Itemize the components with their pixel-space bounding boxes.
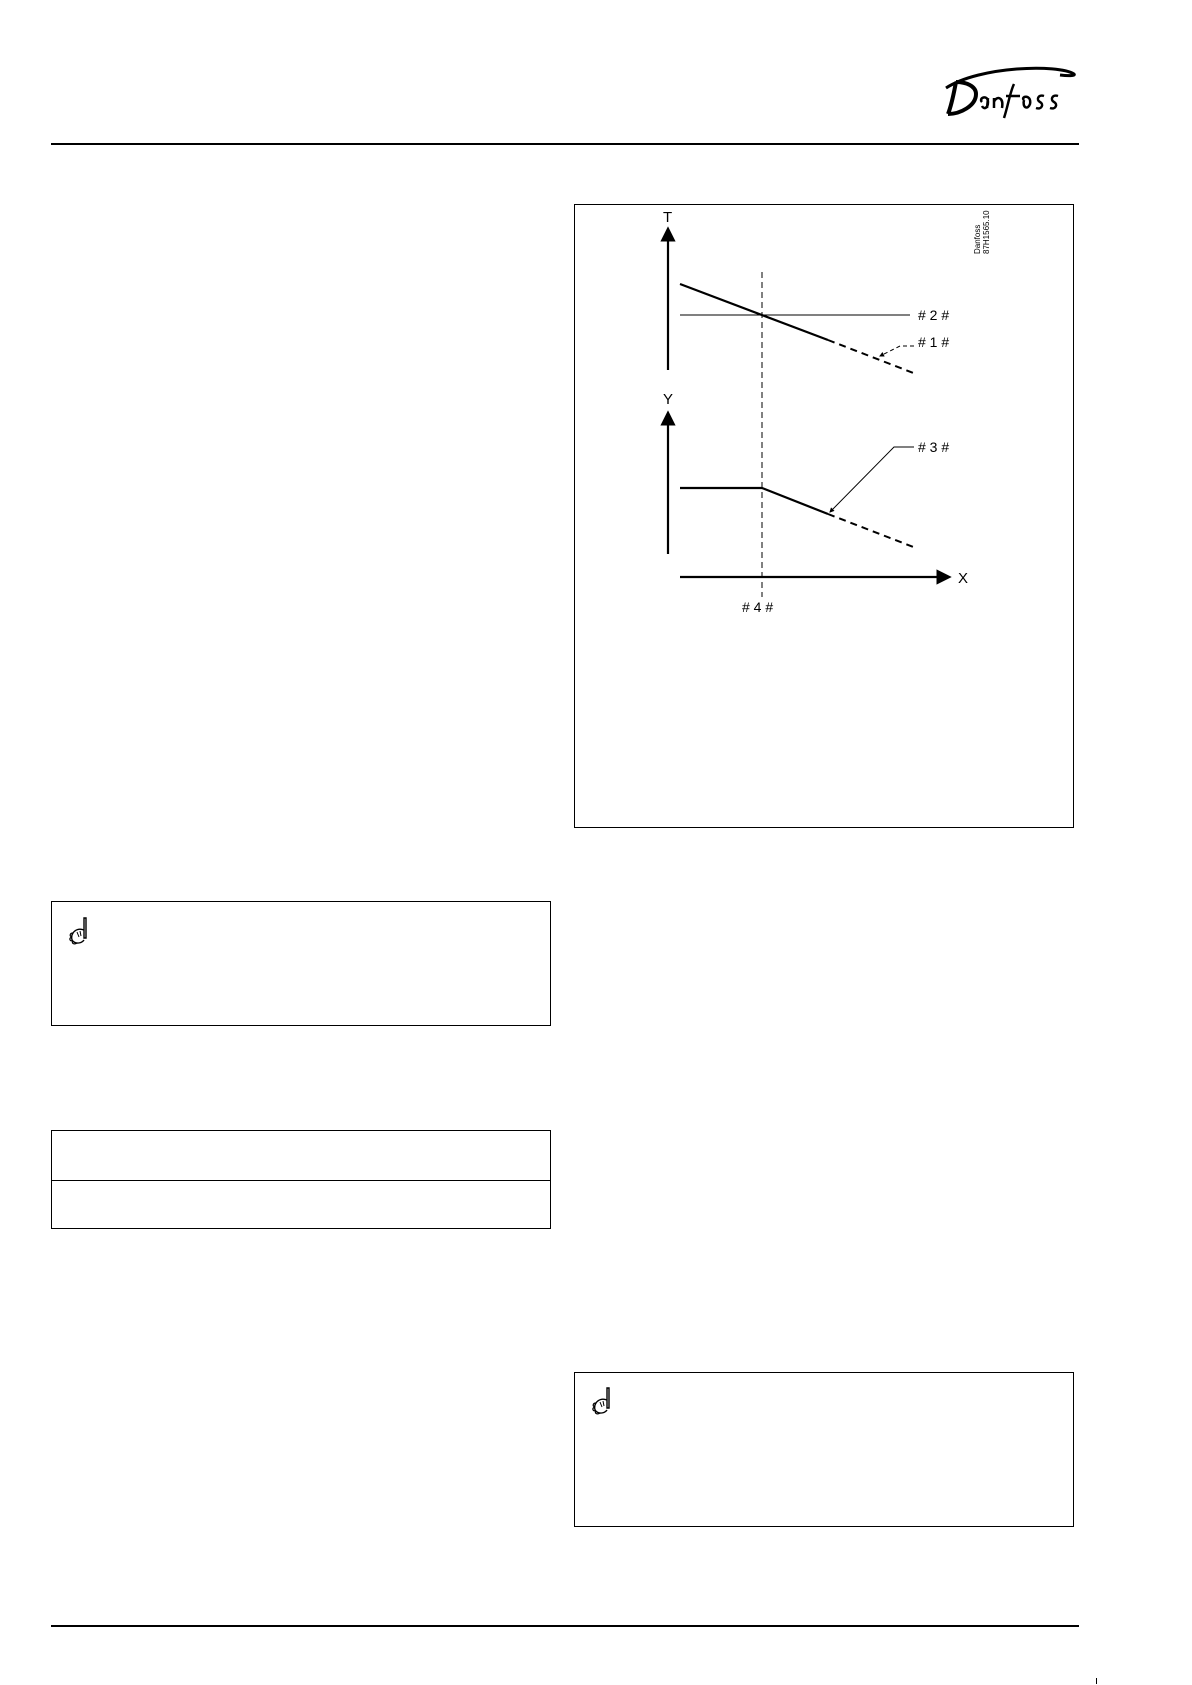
leader-3 [830, 447, 914, 512]
leader-1 [880, 346, 914, 356]
callout-4: # 4 # [742, 599, 774, 615]
drawing-id-brand: Danfoss [973, 224, 982, 254]
callout-2: # 2 # [918, 307, 950, 323]
t-axis-label: T [663, 209, 673, 226]
characteristic-diagram [574, 204, 1074, 828]
pointing-hand-icon [67, 916, 93, 946]
drawing-id-number: 87H1565.10 [982, 210, 991, 254]
table-row [52, 1131, 550, 1181]
curve-3-solid [680, 488, 828, 514]
curve-3-dashed [828, 514, 916, 548]
table-row [52, 1180, 550, 1229]
footer-rule [51, 1625, 1079, 1627]
curve-1-solid [680, 284, 828, 340]
callout-3: # 3 # [918, 439, 950, 455]
page-edge-mark [1096, 1678, 1097, 1684]
note-box-right [574, 1372, 1074, 1527]
note-box-left [51, 901, 551, 1026]
parameter-table [51, 1130, 551, 1229]
danfoss-logo [940, 62, 1080, 124]
y-axis-label: Y [663, 391, 674, 408]
header-rule [51, 143, 1079, 145]
x-axis-label: X [958, 570, 969, 587]
curve-1-dashed [828, 340, 916, 374]
callout-1: # 1 # [918, 334, 950, 350]
pointing-hand-icon [590, 1386, 616, 1416]
